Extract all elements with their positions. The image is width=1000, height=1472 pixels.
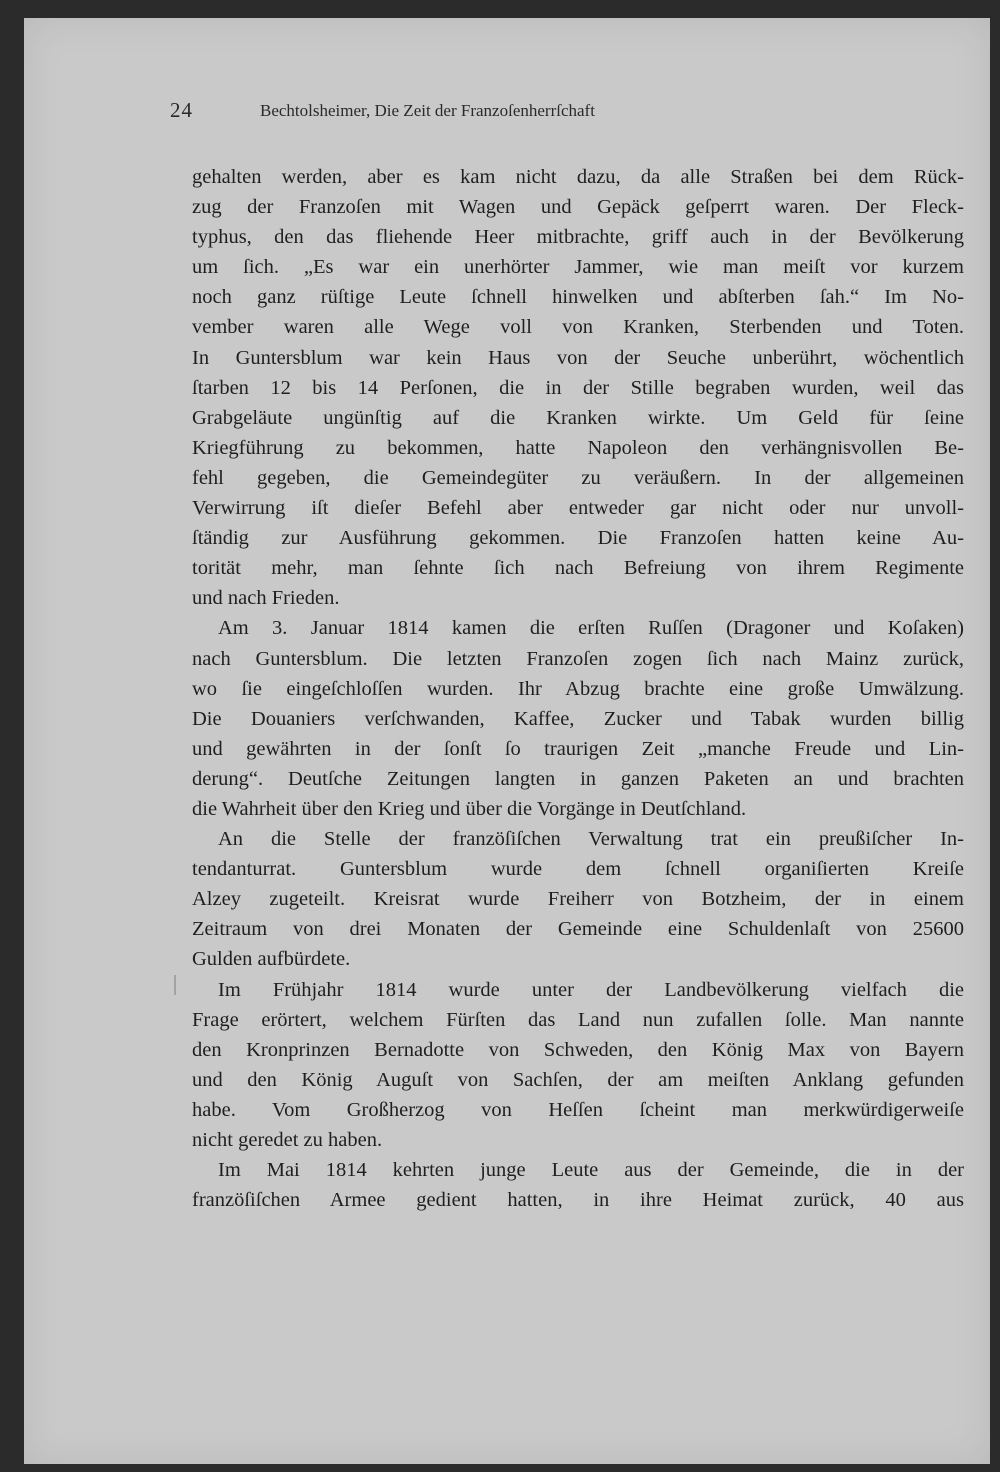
text-line: typhus, den das fliehende Heer mitbrachte, griff auch in der Bevölkerung [192, 226, 964, 249]
text-line: habe. Vom Großherzog von Heſſen ſcheint man merkwürdigerweiſe [192, 1098, 964, 1121]
text-line: die Wahrheit über den Krieg und über die Vorgänge in Deutſchland. [192, 797, 747, 820]
text-line: noch ganz rüſtige Leute ſchnell hinwelken und abſterben ſah.“ Im No- [192, 286, 964, 309]
text-line: und nach Frieden. [192, 587, 340, 610]
paragraph-1 [192, 162, 964, 613]
text-line: Im Mai 1814 kehrten junge Leute aus der Gemeinde, die in der [218, 1159, 964, 1182]
text-line: Kriegführung zu bekommen, hatte Napoleon den verhängnisvollen Be- [192, 436, 964, 459]
text-line: Verwirrung iſt dieſer Befehl aber entweder gar nicht oder nur unvoll- [192, 497, 964, 520]
text-line: Am 3. Januar 1814 kamen die erſten Ruſſen (Dragoner und Koſaken) [218, 617, 964, 640]
text-line: Die Douaniers verſchwanden, Kaffee, Zucker und Tabak wurden billig [192, 707, 964, 730]
text-line: Alzey zugeteilt. Kreisrat wurde Freiherr von Botzheim, der in einem [192, 888, 964, 911]
text-line: gehalten werden, aber es kam nicht dazu, da alle Straßen bei dem Rück- [192, 166, 964, 188]
paragraph-3 [192, 824, 964, 974]
text-line: Frage erörtert, welchem Fürſten das Land nun zufallen ſolle. Man nannte [192, 1008, 964, 1031]
text-line: torität mehr, man ſehnte ſich nach Befreiung von ihrem Regimente [192, 557, 964, 580]
running-title: Bechtolsheimer, Die Zeit der Franzoſenherrſchaft [260, 101, 595, 120]
text-line: zug der Franzoſen mit Wagen und Gepäck geſperrt waren. Der Fleck- [192, 196, 964, 219]
text-line: franzöſiſchen Armee gedient hatten, in ihre Heimat zurück, 40 aus [192, 1189, 964, 1212]
text-line: nicht geredet zu haben. [192, 1129, 383, 1151]
text-line: und gewährten in der ſonſt ſo traurigen Zeit „manche Freude und Lin- [192, 737, 964, 760]
text-line: fehl gegeben, die Gemeindegüter zu veräußern. In der allgemeinen [192, 466, 964, 489]
text-line: um ſich. „Es war ein unerhörter Jammer, wie man meiſt vor kurzem [192, 256, 964, 279]
margin-mark [174, 975, 182, 995]
paragraph-5 [192, 1155, 964, 1215]
text-line: In Guntersblum war kein Haus von der Seuche unberührt, wöchentlich [192, 346, 964, 369]
text-line: ſtändig zur Ausführung gekommen. Die Franzoſen hatten keine Au- [192, 527, 964, 550]
text-line: Gulden aufbürdete. [192, 948, 351, 971]
text-line: Zeitraum von drei Monaten der Gemeinde eine Schuldenlaſt von 25600 [192, 918, 964, 941]
text-line: tendanturrat. Guntersblum wurde dem ſchnell organiſierten Kreiſe [192, 858, 964, 881]
text-line: nach Guntersblum. Die letzten Franzoſen zogen ſich nach Mainz zurück, [192, 647, 964, 670]
text-line: und den König Auguſt von Sachſen, der am meiſten Anklang gefunden [192, 1068, 964, 1091]
text-line: derung“. Deutſche Zeitungen langten in ganzen Paketen an und brachten [192, 767, 964, 790]
text-line: den Kronprinzen Bernadotte von Schweden, den König Max von Bayern [192, 1038, 964, 1061]
text-line: An die Stelle der franzöſiſchen Verwaltung trat ein preußiſcher In- [218, 828, 964, 851]
text-line: wo ſie eingeſchloſſen wurden. Ihr Abzug brachte eine große Umwälzung. [192, 677, 964, 700]
text-line: Grabgeläute ungünſtig auf die Kranken wirkte. Um Geld für ſeine [192, 406, 964, 429]
page-header [170, 98, 950, 128]
text-line: Im Frühjahr 1814 wurde unter der Landbevölkerung vielfach die [218, 978, 964, 1001]
paragraph-2 [192, 613, 964, 824]
text-line: vember waren alle Wege voll von Kranken, Sterbenden und Toten. [192, 316, 964, 339]
paragraph-4 [192, 975, 964, 1156]
body-text [192, 162, 964, 1215]
page-number: 24 [170, 98, 193, 122]
text-line: ſtarben 12 bis 14 Perſonen, die in der Stille begraben wurden, weil das [192, 376, 964, 399]
